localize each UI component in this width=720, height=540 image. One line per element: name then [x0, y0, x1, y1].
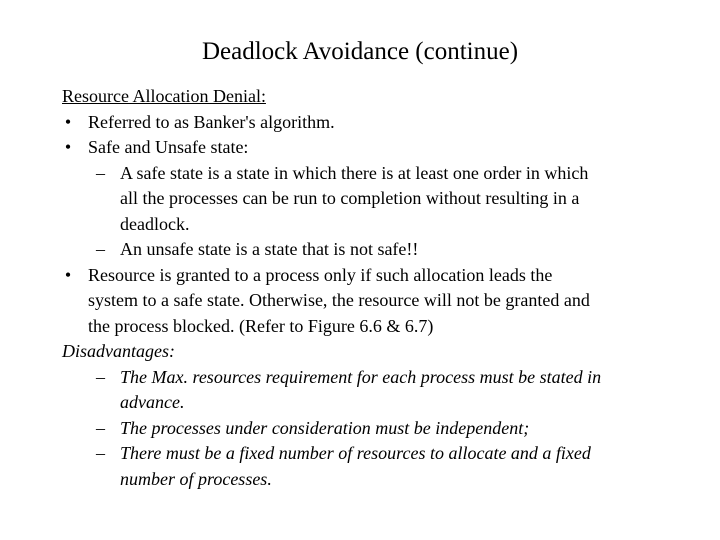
disadvantage-text: advance. [120, 392, 185, 412]
bullet-text: Referred to as Banker's algorithm. [88, 111, 335, 132]
disadvantage-text: The Max. resources requirement for each process must be stated in [120, 366, 602, 387]
bullet-item [62, 110, 702, 136]
sub-bullet-text: all the processes can be run to completion without resulting in a [120, 188, 580, 208]
sub-bullet-item [62, 237, 702, 263]
bullet-icon: • [64, 137, 72, 157]
bullet-text: the process blocked. (Refer to Figure 6.6 & 6.7) [88, 315, 434, 336]
sub-bullet-text: An unsafe state is a state that is not safe!! [120, 239, 419, 259]
sub-bullet-text: A safe state is a state in which there is at least one order in which [120, 162, 589, 183]
sub-bullet-text: deadlock. [120, 213, 190, 234]
bullet-text: Resource is granted to a process only if such allocation leads the [88, 264, 553, 285]
disadvantage-item [62, 441, 702, 492]
disadvantage-item [62, 365, 702, 416]
bullet-item [62, 263, 702, 340]
dash-icon: – [96, 162, 105, 183]
slide-body [62, 84, 702, 492]
bullet-text: Safe and Unsafe state: [88, 137, 249, 157]
disadvantage-text: There must be a fixed number of resources to allocate and a fixed [120, 443, 591, 463]
sub-bullet-item [62, 161, 702, 238]
bullet-item [62, 135, 702, 161]
dash-icon: – [96, 239, 105, 259]
disadvantage-text: number of processes. [120, 468, 272, 489]
disadvantages-heading: Disadvantages: [62, 341, 175, 361]
dash-icon: – [96, 366, 105, 387]
slide-title: Deadlock Avoidance (continue) [201, 38, 519, 65]
section-heading: Resource Allocation Denial: [62, 86, 266, 106]
bullet-icon: • [64, 264, 72, 285]
dash-icon: – [96, 417, 105, 438]
bullet-icon: • [64, 111, 72, 132]
disadvantage-item [62, 416, 702, 442]
disadvantage-text: The processes under consideration must be independent; [120, 417, 530, 438]
bullet-text: system to a safe state. Otherwise, the resource will not be granted and [88, 290, 590, 310]
dash-icon: – [96, 443, 105, 463]
